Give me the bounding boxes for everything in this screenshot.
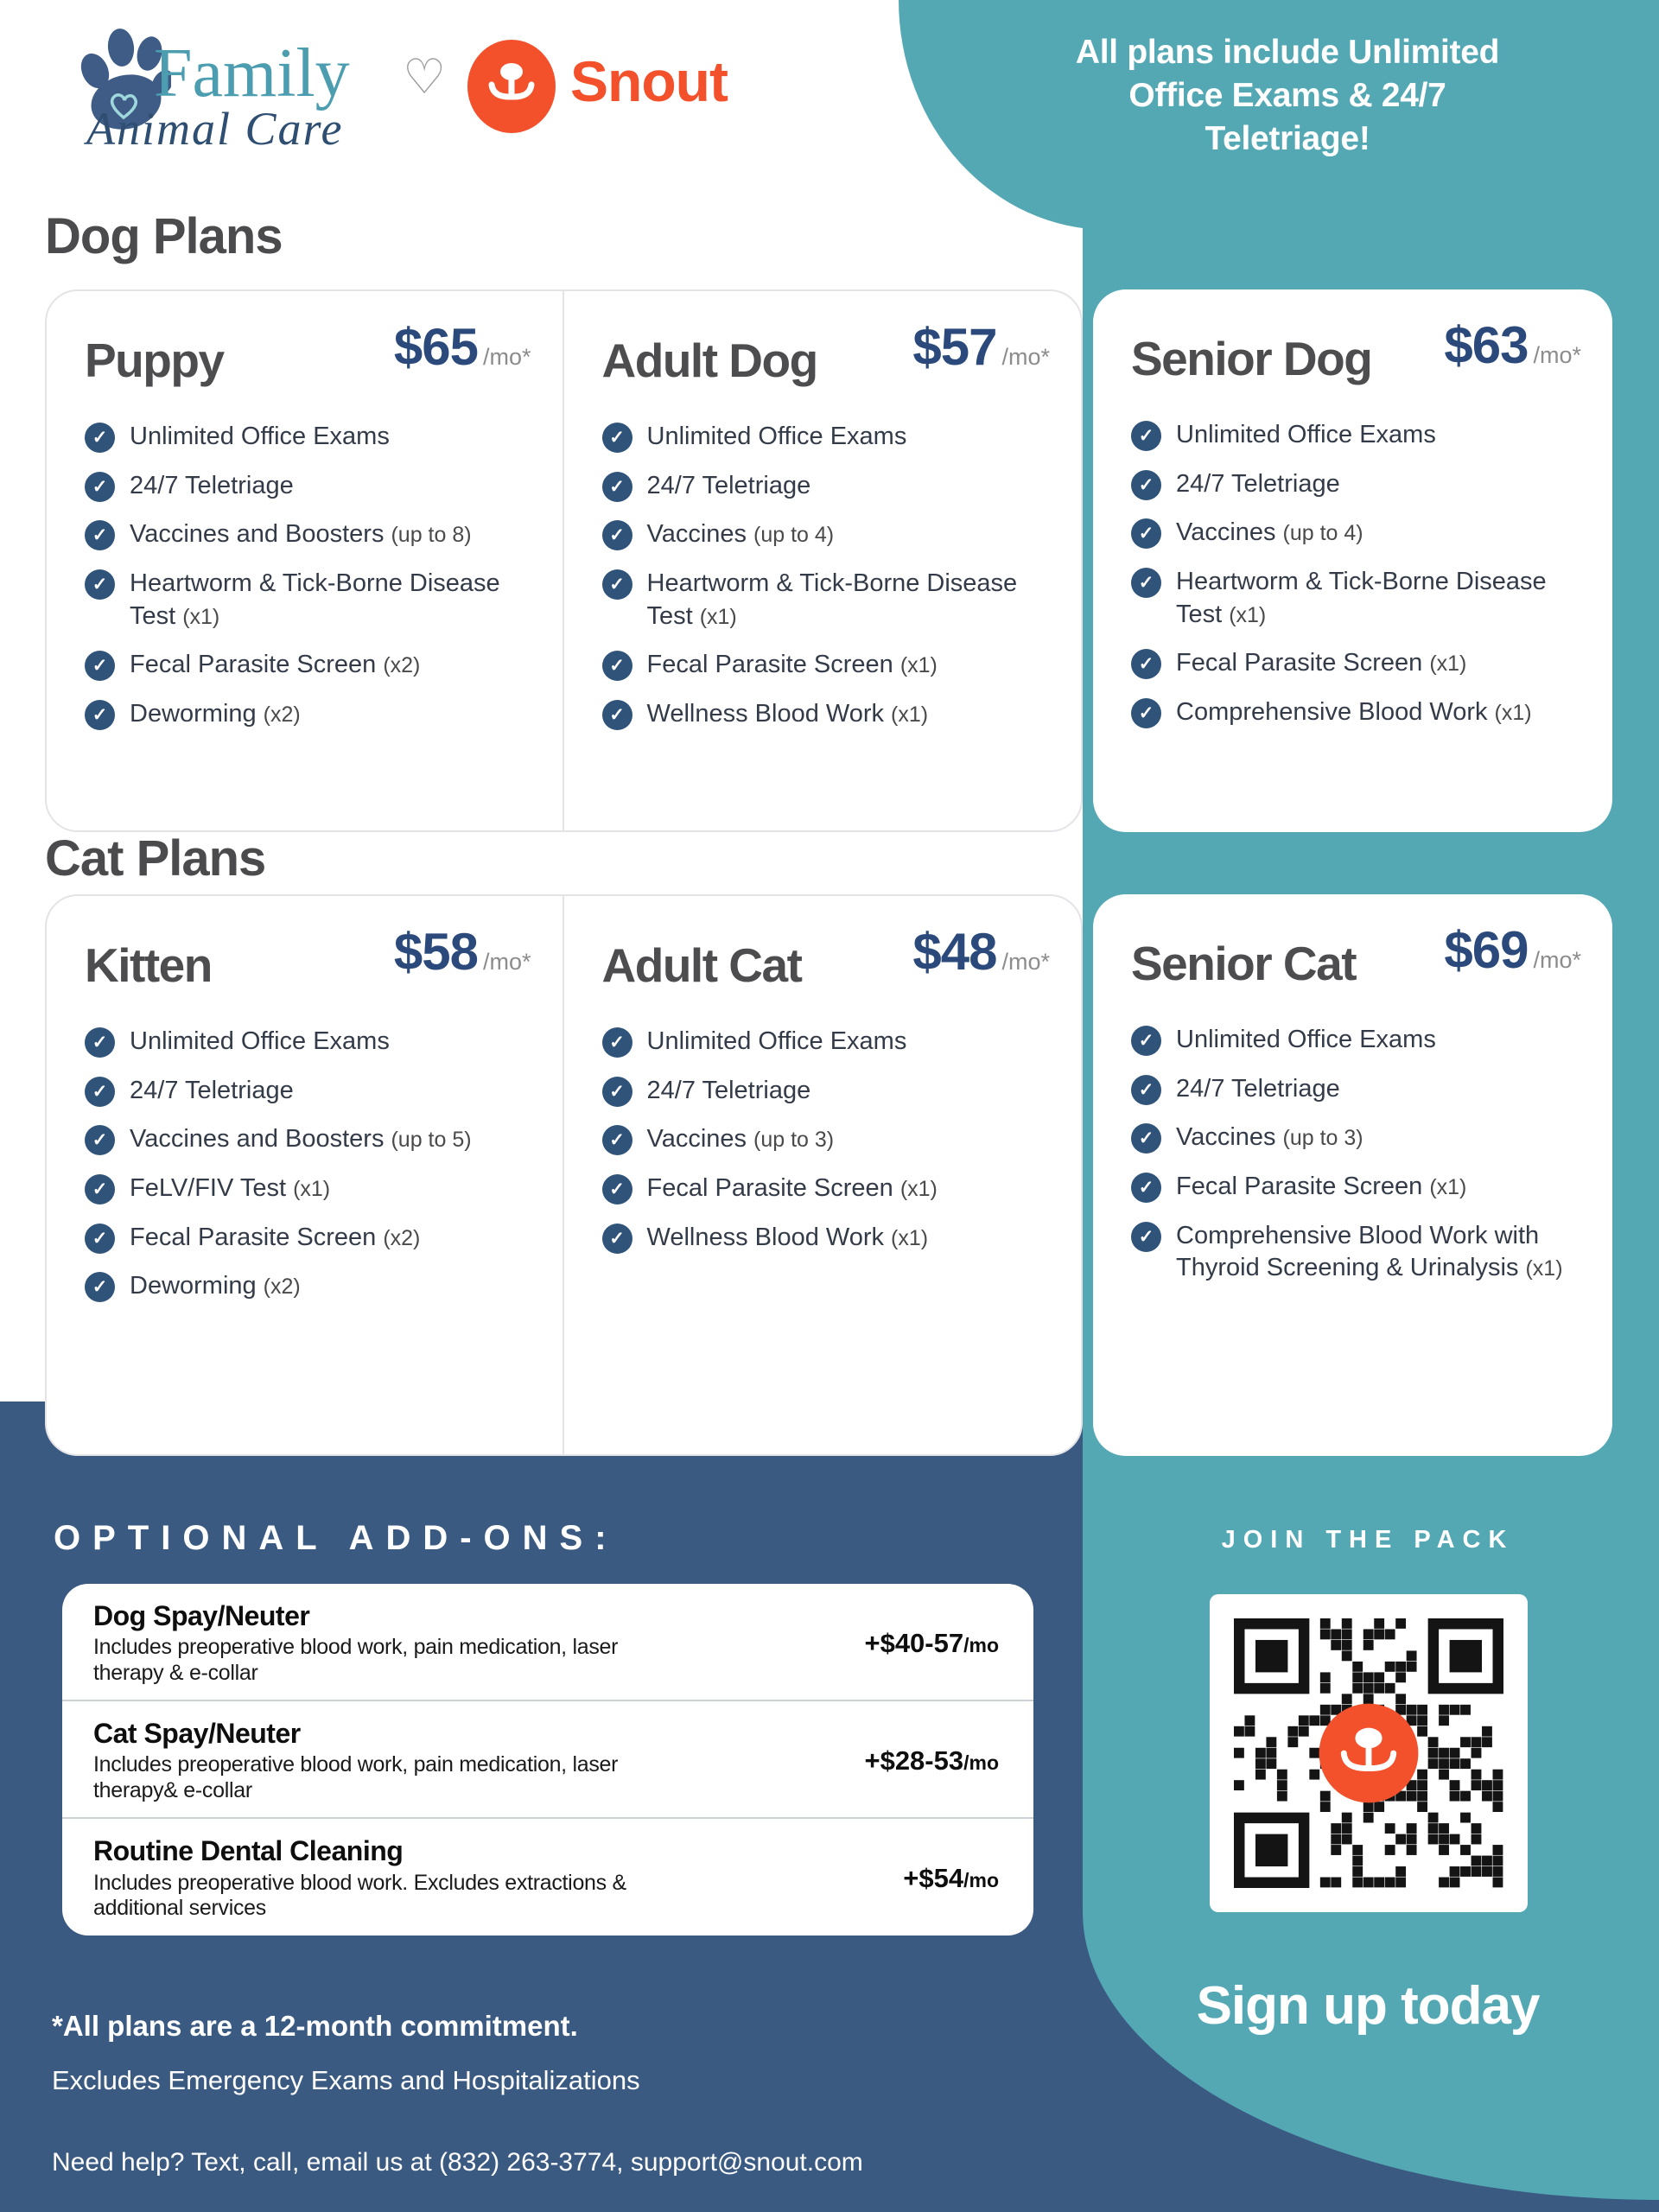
feature-note: (x1) bbox=[699, 604, 737, 629]
plan-feature bbox=[602, 1123, 1051, 1156]
feature-text: Fecal Parasite Screen bbox=[646, 651, 893, 679]
price-amount: $65 bbox=[393, 318, 478, 376]
price-amount: $63 bbox=[1444, 316, 1529, 374]
check-icon bbox=[1131, 649, 1161, 679]
feature-text: Deworming bbox=[130, 1272, 257, 1300]
check-icon bbox=[85, 1027, 115, 1058]
join-the-pack-label: JOIN THE PACK bbox=[1221, 1526, 1515, 1554]
feature-note: (x2) bbox=[383, 653, 421, 678]
plan-feature bbox=[602, 470, 1051, 503]
check-icon bbox=[1131, 698, 1161, 728]
feature-note: (x1) bbox=[1494, 701, 1532, 726]
feature-text: Deworming bbox=[130, 700, 257, 728]
plan-feature bbox=[1131, 1171, 1581, 1204]
plan-card-puppy bbox=[47, 291, 564, 830]
plan-card-adult-cat bbox=[564, 896, 1082, 1454]
feature-note: (x1) bbox=[293, 1177, 331, 1202]
feature-text: Fecal Parasite Screen bbox=[130, 1223, 377, 1251]
plan-card-kitten bbox=[47, 896, 564, 1454]
feature-text: 24/7 Teletriage bbox=[130, 471, 294, 499]
check-icon bbox=[85, 520, 115, 550]
plan-card-senior-dog bbox=[1093, 289, 1612, 832]
feature-text: Comprehensive Blood Work bbox=[1176, 698, 1488, 727]
feature-text: Fecal Parasite Screen bbox=[646, 1174, 893, 1203]
feature-list bbox=[1131, 1024, 1581, 1285]
clinic-logo-animal-care: Animal Care bbox=[86, 103, 344, 155]
feature-text: 24/7 Teletriage bbox=[1176, 469, 1340, 498]
feature-text: Fecal Parasite Screen bbox=[1176, 649, 1423, 677]
price-per: /mo* bbox=[1001, 949, 1050, 975]
footer-exclusions-note: Excludes Emergency Exams and Hospitalizations bbox=[52, 2065, 640, 2095]
feature-note: (x2) bbox=[383, 1225, 421, 1250]
plan-price bbox=[1444, 315, 1581, 375]
price-per: /mo* bbox=[1001, 344, 1050, 370]
addon-price-per: /mo bbox=[963, 1751, 999, 1775]
check-icon bbox=[85, 1125, 115, 1155]
addon-row-dental bbox=[62, 1817, 1033, 1935]
addon-description: Includes preoperative blood work, pain medication, laser therapy & e-collar bbox=[93, 1635, 619, 1685]
sign-up-today-label: Sign up today bbox=[1196, 1976, 1540, 2036]
plan-card-senior-cat bbox=[1093, 894, 1612, 1456]
addon-price-per: /mo bbox=[963, 1634, 999, 1657]
addon-price-per: /mo bbox=[963, 1869, 999, 1892]
price-per: /mo* bbox=[1533, 947, 1581, 973]
heart-icon: ♡ bbox=[403, 49, 447, 104]
feature-text: Wellness Blood Work bbox=[646, 700, 885, 728]
check-icon bbox=[85, 651, 115, 681]
feature-text: Heartworm & Tick-Borne Disease Test bbox=[130, 569, 500, 630]
plan-price bbox=[1444, 920, 1581, 980]
feature-text: Unlimited Office Exams bbox=[1176, 421, 1436, 448]
cat-plans-row bbox=[45, 894, 1083, 1456]
feature-text: FeLV/FIV Test bbox=[130, 1174, 287, 1203]
plan-feature bbox=[85, 649, 531, 682]
feature-note: (x1) bbox=[1429, 1175, 1467, 1200]
feature-text: 24/7 Teletriage bbox=[130, 1076, 294, 1104]
price-amount: $69 bbox=[1444, 921, 1529, 979]
addon-row-cat-spay bbox=[62, 1700, 1033, 1817]
plan-feature bbox=[602, 518, 1051, 551]
qr-code-matrix bbox=[1234, 1618, 1503, 1888]
addon-price: +$28-53/mo bbox=[864, 1745, 999, 1777]
check-icon bbox=[1131, 568, 1161, 598]
plan-feature bbox=[1131, 1073, 1581, 1106]
feature-list bbox=[602, 421, 1051, 731]
check-icon bbox=[1131, 518, 1161, 549]
check-icon bbox=[85, 700, 115, 730]
check-icon bbox=[1131, 470, 1161, 500]
check-icon bbox=[1131, 1075, 1161, 1105]
plan-feature bbox=[85, 518, 531, 551]
feature-list bbox=[602, 1026, 1051, 1254]
feature-note: (x1) bbox=[1525, 1256, 1563, 1281]
feature-note: (x1) bbox=[1229, 602, 1267, 627]
addon-name: Routine Dental Cleaning bbox=[93, 1835, 404, 1867]
check-icon bbox=[1131, 1222, 1161, 1252]
plan-title: Puppy bbox=[85, 334, 224, 387]
plan-card-adult-dog bbox=[564, 291, 1082, 830]
plan-feature bbox=[1131, 517, 1581, 550]
check-icon bbox=[85, 472, 115, 502]
check-icon bbox=[602, 1224, 632, 1254]
price-amount: $58 bbox=[393, 923, 478, 981]
addons-heading: OPTIONAL ADD-ONS: bbox=[54, 1519, 619, 1557]
addon-name: Dog Spay/Neuter bbox=[93, 1600, 310, 1631]
plan-feature bbox=[602, 1222, 1051, 1255]
qr-code bbox=[1210, 1594, 1528, 1912]
addon-row-dog-spay bbox=[62, 1584, 1033, 1700]
check-icon bbox=[85, 1224, 115, 1254]
plan-feature bbox=[602, 698, 1051, 731]
feature-text: 24/7 Teletriage bbox=[646, 1076, 811, 1104]
feature-text: Comprehensive Blood Work with Thyroid Screening & Urinalysis bbox=[1176, 1221, 1540, 1282]
plan-feature bbox=[602, 1075, 1051, 1108]
feature-note: (up to 5) bbox=[391, 1128, 472, 1153]
check-icon bbox=[602, 472, 632, 502]
check-icon bbox=[602, 1027, 632, 1058]
plan-title: Senior Cat bbox=[1131, 937, 1357, 990]
feature-note: (up to 3) bbox=[753, 1128, 835, 1153]
plan-feature bbox=[1131, 647, 1581, 680]
check-icon bbox=[1131, 421, 1161, 451]
cat-plans-heading: Cat Plans bbox=[45, 830, 266, 887]
check-icon bbox=[85, 1272, 115, 1302]
feature-text: 24/7 Teletriage bbox=[646, 471, 811, 499]
plan-feature bbox=[85, 698, 531, 731]
plan-feature bbox=[85, 470, 531, 503]
plan-feature bbox=[602, 1173, 1051, 1205]
check-icon bbox=[602, 520, 632, 550]
feature-text: Vaccines bbox=[1176, 1123, 1276, 1152]
feature-note: (x1) bbox=[182, 604, 220, 629]
plan-feature bbox=[85, 421, 531, 454]
addon-name: Cat Spay/Neuter bbox=[93, 1718, 301, 1750]
feature-note: (x1) bbox=[899, 653, 938, 678]
plan-price bbox=[394, 922, 531, 982]
addon-description: Includes preoperative blood work. Excludes extractions & additional services bbox=[93, 1870, 626, 1921]
check-icon bbox=[602, 569, 632, 600]
plan-price bbox=[912, 317, 1050, 377]
addon-price: +$54/mo bbox=[903, 1863, 999, 1894]
feature-text: Fecal Parasite Screen bbox=[130, 651, 377, 679]
feature-text: Heartworm & Tick-Borne Disease Test bbox=[1176, 568, 1547, 628]
addons-card bbox=[62, 1584, 1033, 1936]
feature-list bbox=[1131, 419, 1581, 729]
price-amount: $57 bbox=[912, 318, 997, 376]
plan-title: Adult Cat bbox=[601, 938, 802, 992]
check-icon bbox=[602, 1125, 632, 1155]
plan-feature bbox=[602, 1026, 1051, 1058]
check-icon bbox=[602, 1174, 632, 1205]
check-icon bbox=[602, 651, 632, 681]
plan-title: Kitten bbox=[85, 938, 212, 992]
check-icon bbox=[1131, 1123, 1161, 1154]
check-icon bbox=[85, 423, 115, 453]
plan-feature bbox=[85, 1270, 531, 1303]
price-per: /mo* bbox=[482, 344, 531, 370]
feature-note: (x1) bbox=[891, 702, 929, 728]
snout-logo-icon bbox=[465, 38, 558, 135]
plan-feature bbox=[85, 1026, 531, 1058]
footer-commitment-note: *All plans are a 12-month commitment. bbox=[52, 2010, 578, 2042]
dog-plans-heading: Dog Plans bbox=[45, 208, 283, 264]
feature-text: Heartworm & Tick-Borne Disease Test bbox=[646, 569, 1018, 630]
feature-text: Wellness Blood Work bbox=[646, 1223, 885, 1251]
feature-text: Vaccines and Boosters bbox=[130, 1125, 385, 1154]
feature-note: (x2) bbox=[263, 702, 301, 728]
plan-feature bbox=[1131, 1024, 1581, 1057]
feature-note: (up to 4) bbox=[753, 523, 835, 548]
feature-text: Vaccines bbox=[646, 1125, 747, 1154]
check-icon bbox=[85, 569, 115, 600]
plan-feature bbox=[602, 568, 1051, 632]
feature-note: (x2) bbox=[263, 1274, 301, 1300]
price-per: /mo* bbox=[1533, 342, 1581, 368]
feature-note: (x1) bbox=[891, 1225, 929, 1250]
plan-price bbox=[394, 317, 531, 377]
plan-feature bbox=[85, 1222, 531, 1255]
feature-text: Vaccines bbox=[646, 520, 747, 549]
plan-feature bbox=[1131, 1122, 1581, 1154]
feature-text: Fecal Parasite Screen bbox=[1176, 1173, 1423, 1201]
feature-text: Unlimited Office Exams bbox=[130, 423, 390, 450]
addon-description: Includes preoperative blood work, pain medication, laser therapy& e-collar bbox=[93, 1752, 619, 1802]
check-icon bbox=[1131, 1026, 1161, 1056]
dog-plans-row bbox=[45, 289, 1083, 832]
addon-price: +$40-57/mo bbox=[864, 1628, 999, 1659]
feature-list bbox=[85, 421, 531, 731]
plan-feature bbox=[85, 1123, 531, 1156]
clinic-logo-family: Family bbox=[154, 35, 350, 111]
plan-feature bbox=[602, 421, 1051, 454]
top-banner-text: All plans include Unlimited Office Exams & 24/7 Teletriage! bbox=[1075, 34, 1500, 157]
check-icon bbox=[85, 1077, 115, 1107]
snout-logo-wordmark: Snout bbox=[570, 49, 728, 113]
feature-list bbox=[85, 1026, 531, 1303]
plan-title: Adult Dog bbox=[601, 334, 817, 387]
feature-text: Unlimited Office Exams bbox=[646, 423, 907, 450]
check-icon bbox=[602, 423, 632, 453]
feature-note: (up to 8) bbox=[391, 523, 472, 548]
plan-feature bbox=[602, 649, 1051, 682]
feature-note: (x1) bbox=[1429, 652, 1467, 677]
plan-price bbox=[912, 922, 1050, 982]
feature-text: Unlimited Office Exams bbox=[646, 1027, 907, 1055]
feature-note: (x1) bbox=[899, 1177, 938, 1202]
check-icon bbox=[602, 700, 632, 730]
plan-feature bbox=[85, 1075, 531, 1108]
feature-note: (up to 4) bbox=[1282, 521, 1363, 546]
check-icon bbox=[1131, 1173, 1161, 1203]
feature-note: (up to 3) bbox=[1282, 1126, 1363, 1151]
plan-feature bbox=[85, 1173, 531, 1205]
check-icon bbox=[85, 1174, 115, 1205]
price-amount: $48 bbox=[912, 923, 997, 981]
check-icon bbox=[602, 1077, 632, 1107]
footer-contact-line: Need help? Text, call, email us at (832) 263-3774, support@snout.com bbox=[52, 2148, 863, 2177]
feature-text: Unlimited Office Exams bbox=[1176, 1026, 1436, 1053]
plan-feature bbox=[1131, 566, 1581, 631]
feature-text: Vaccines bbox=[1176, 518, 1276, 547]
plan-feature bbox=[1131, 1220, 1581, 1285]
plan-feature bbox=[1131, 696, 1581, 729]
feature-text: Vaccines and Boosters bbox=[130, 520, 385, 549]
plan-feature bbox=[85, 568, 531, 632]
plan-title: Senior Dog bbox=[1131, 332, 1372, 385]
plan-feature bbox=[1131, 468, 1581, 501]
feature-text: Unlimited Office Exams bbox=[130, 1027, 390, 1055]
feature-text: 24/7 Teletriage bbox=[1176, 1074, 1340, 1103]
plan-feature bbox=[1131, 419, 1581, 452]
price-per: /mo* bbox=[482, 949, 531, 975]
